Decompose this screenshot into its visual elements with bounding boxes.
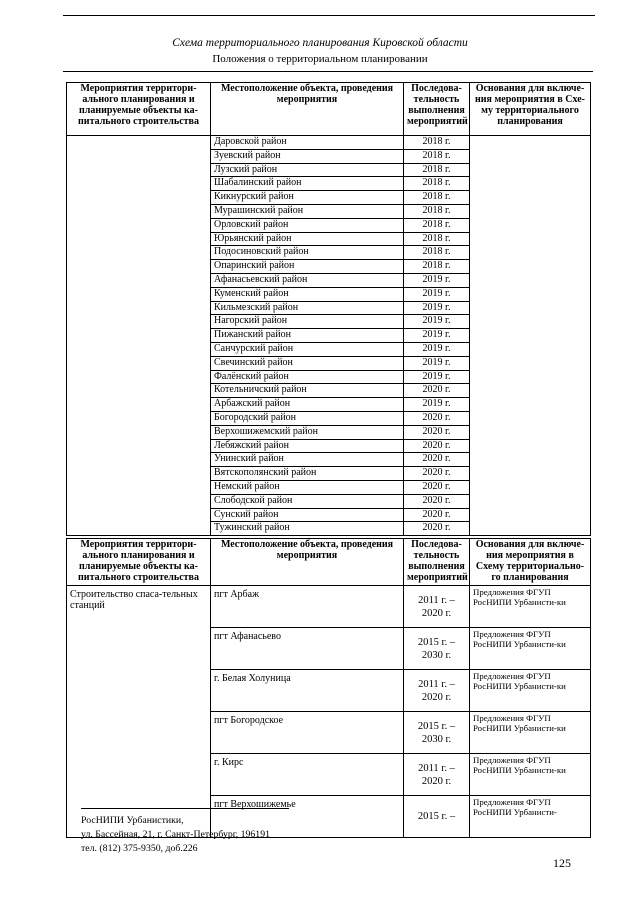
footer-divider: [81, 808, 289, 809]
year-cell: 2019 г.: [404, 398, 470, 412]
year-cell: 2018 г.: [404, 260, 470, 274]
year-cell: 2019 г.: [404, 287, 470, 301]
basis-cell: Предложения ФГУП РосНИПИ Урбанисти-ки: [470, 628, 591, 670]
location-cell: Вятскополянский район: [211, 467, 404, 481]
year-cell: 2019 г.: [404, 273, 470, 287]
location-cell: Слободской район: [211, 494, 404, 508]
location-cell: пгт Богородское: [211, 712, 404, 754]
column-header-basis: Основания для включе-ния мероприятия в Схе-му территориального планирования: [470, 83, 591, 136]
location-cell: Верхошижемский район: [211, 425, 404, 439]
location-cell: Куменский район: [211, 287, 404, 301]
location-cell: Юрьянский район: [211, 232, 404, 246]
period-cell: 2015 г. –: [404, 796, 470, 838]
location-cell: Опаринский район: [211, 260, 404, 274]
activity-cell-empty: [67, 136, 211, 536]
year-cell: 2019 г.: [404, 315, 470, 329]
year-cell: 2019 г.: [404, 301, 470, 315]
period-cell: 2011 г. – 2020 г.: [404, 586, 470, 628]
location-cell: Санчурский район: [211, 342, 404, 356]
table-row: [67, 586, 591, 628]
year-cell: 2018 г.: [404, 136, 470, 150]
rescue-stations-table: [66, 538, 591, 838]
location-cell: Богородский район: [211, 411, 404, 425]
column-header-sequence: Последова-тельность выполнения мероприятий: [404, 83, 470, 136]
column-header-activity: Мероприятия территори-ального планирования и планируемые объекты ка-питального строительства: [67, 539, 211, 586]
year-cell: 2020 г.: [404, 425, 470, 439]
column-header-activity: Мероприятия территори-ального планирования и планируемые объекты ка-питального строительства: [67, 83, 211, 136]
year-cell: 2018 г.: [404, 246, 470, 260]
location-cell: Афанасьевский район: [211, 273, 404, 287]
location-cell: Немский район: [211, 480, 404, 494]
location-cell: Свечинский район: [211, 356, 404, 370]
basis-cell: Предложения ФГУП РосНИПИ Урбанисти-: [470, 796, 591, 838]
page-number: 125: [553, 856, 571, 870]
year-cell: 2018 г.: [404, 191, 470, 205]
year-cell: 2020 г.: [404, 453, 470, 467]
header-divider: [63, 71, 593, 72]
location-cell: пгт Верхошижемье: [211, 796, 404, 838]
location-cell: пгт Арбаж: [211, 586, 404, 628]
location-cell: Подосиновский район: [211, 246, 404, 260]
period-cell: 2015 г. – 2030 г.: [404, 628, 470, 670]
year-cell: 2020 г.: [404, 384, 470, 398]
location-cell: Кильмезский район: [211, 301, 404, 315]
location-cell: г. Кирс: [211, 754, 404, 796]
year-cell: 2019 г.: [404, 329, 470, 343]
year-cell: 2019 г.: [404, 356, 470, 370]
top-border-line: [63, 15, 595, 16]
document-subtitle: Положения о территориальном планировании: [212, 53, 428, 65]
basis-cell: Предложения ФГУП РосНИПИ Урбанисти-ки: [470, 712, 591, 754]
year-cell: 2020 г.: [404, 411, 470, 425]
location-cell: Унинский район: [211, 453, 404, 467]
location-cell: Лузский район: [211, 163, 404, 177]
year-cell: 2018 г.: [404, 163, 470, 177]
footer-phone: тел. (812) 375-9350, доб.226: [81, 843, 198, 854]
footer-org: РосНИПИ Урбанистики,: [81, 815, 184, 826]
basis-cell: Предложения ФГУП РосНИПИ Урбанисти-ки: [470, 670, 591, 712]
table-row: [67, 136, 591, 150]
location-cell: Фалёнский район: [211, 370, 404, 384]
location-cell: Пижанский район: [211, 329, 404, 343]
year-cell: 2020 г.: [404, 467, 470, 481]
activity-cell: Строительство спаса-тельных станций: [67, 586, 211, 838]
year-cell: 2019 г.: [404, 342, 470, 356]
location-cell: Лебяжский район: [211, 439, 404, 453]
basis-cell: Предложения ФГУП РосНИПИ Урбанисти-ки: [470, 754, 591, 796]
districts-table: [66, 82, 591, 536]
location-cell: Нагорский район: [211, 315, 404, 329]
year-cell: 2018 г.: [404, 204, 470, 218]
location-cell: Зуевский район: [211, 149, 404, 163]
year-cell: 2020 г.: [404, 508, 470, 522]
year-cell: 2020 г.: [404, 480, 470, 494]
year-cell: 2020 г.: [404, 439, 470, 453]
period-cell: 2015 г. – 2030 г.: [404, 712, 470, 754]
location-cell: Шабалинский район: [211, 177, 404, 191]
location-cell: Сунский район: [211, 508, 404, 522]
footer-address: ул. Бассейная, 21, г. Санкт-Петербург, 196191: [81, 829, 271, 840]
column-header-basis: Основания для включе-ния мероприятия в Схему территориально-го планирования: [470, 539, 591, 586]
column-header-sequence: Последова-тельность выполнения мероприятий: [404, 539, 470, 586]
location-cell: Тужинский район: [211, 522, 404, 536]
year-cell: 2020 г.: [404, 494, 470, 508]
year-cell: 2018 г.: [404, 218, 470, 232]
location-cell: пгт Афанасьево: [211, 628, 404, 670]
period-cell: 2011 г. – 2020 г.: [404, 754, 470, 796]
location-cell: Мурашинский район: [211, 204, 404, 218]
location-cell: Котельничский район: [211, 384, 404, 398]
location-cell: Даровской район: [211, 136, 404, 150]
location-cell: Кикнурский район: [211, 191, 404, 205]
location-cell: Арбажский район: [211, 398, 404, 412]
column-header-location: Местоположение объекта, проведения мероприятия: [211, 539, 404, 586]
year-cell: 2018 г.: [404, 149, 470, 163]
location-cell: г. Белая Холуница: [211, 670, 404, 712]
year-cell: 2018 г.: [404, 177, 470, 191]
column-header-location: Местоположение объекта, проведения мероприятия: [211, 83, 404, 136]
year-cell: 2018 г.: [404, 232, 470, 246]
basis-cell-empty: [470, 136, 591, 536]
document-title: Схема территориального планирования Кировской области: [172, 37, 468, 49]
year-cell: 2020 г.: [404, 522, 470, 536]
basis-cell: Предложения ФГУП РосНИПИ Урбанисти-ки: [470, 586, 591, 628]
location-cell: Орловский район: [211, 218, 404, 232]
period-cell: 2011 г. – 2020 г.: [404, 670, 470, 712]
year-cell: 2019 г.: [404, 370, 470, 384]
